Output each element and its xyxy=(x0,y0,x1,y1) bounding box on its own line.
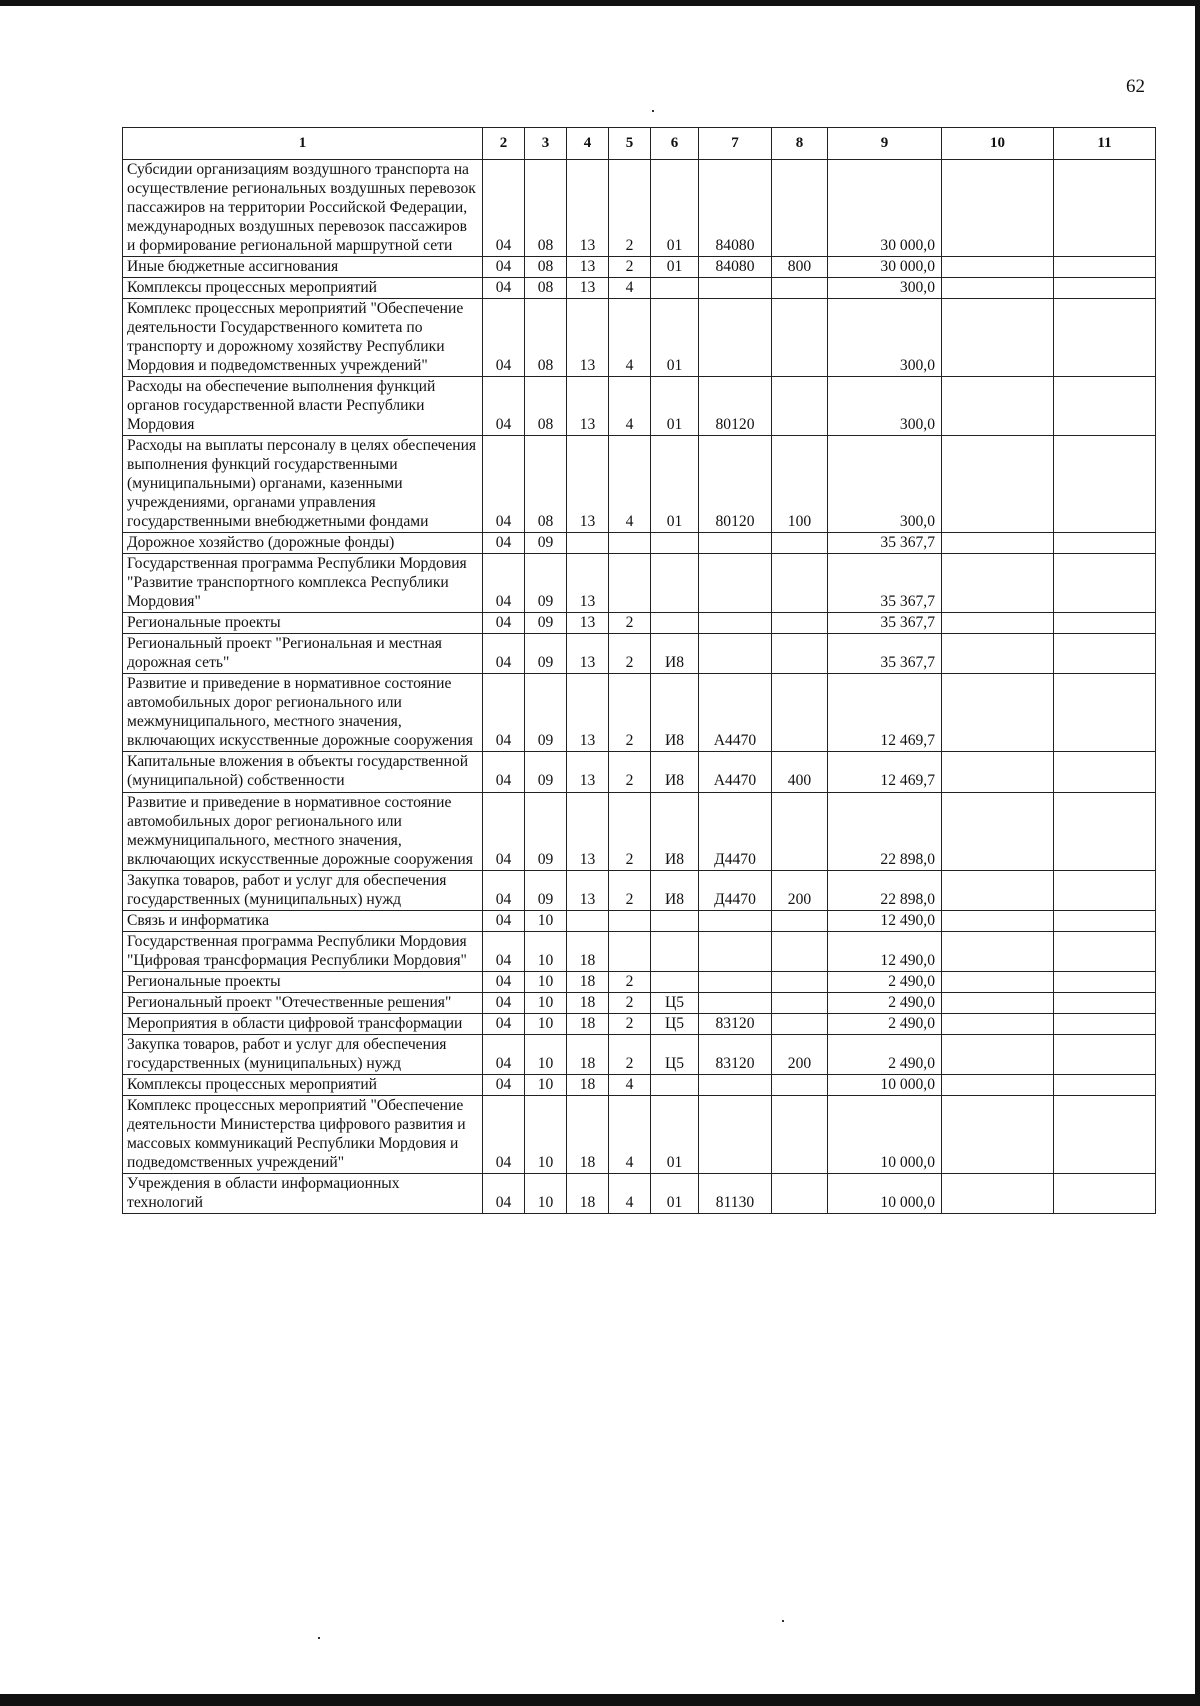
subprogram-code: 4 xyxy=(609,1095,651,1173)
target-code: 84080 xyxy=(699,160,772,257)
expense-type-code xyxy=(772,1173,828,1213)
event-code xyxy=(651,1074,699,1095)
subprogram-code: 4 xyxy=(609,436,651,533)
target-code: 84080 xyxy=(699,257,772,278)
row-name: Учреждения в области информационных технологий xyxy=(123,1173,483,1213)
table-row xyxy=(123,1095,1156,1173)
expense-type-code xyxy=(772,1074,828,1095)
expense-type-code xyxy=(772,299,828,377)
subprogram-code xyxy=(609,910,651,931)
column-11 xyxy=(1054,634,1156,674)
column-11 xyxy=(1054,931,1156,971)
amount: 35 367,7 xyxy=(828,634,942,674)
subprogram-code: 2 xyxy=(609,992,651,1013)
column-header: 7 xyxy=(699,128,772,160)
event-code: 01 xyxy=(651,257,699,278)
section-code: 04 xyxy=(483,613,525,634)
column-11 xyxy=(1054,377,1156,436)
subprogram-code: 4 xyxy=(609,377,651,436)
expense-type-code xyxy=(772,674,828,752)
program-code: 18 xyxy=(567,992,609,1013)
target-code: 83120 xyxy=(699,1013,772,1034)
column-10 xyxy=(942,910,1054,931)
amount: 30 000,0 xyxy=(828,160,942,257)
column-11 xyxy=(1054,613,1156,634)
expense-type-code xyxy=(772,377,828,436)
column-header: 6 xyxy=(651,128,699,160)
column-10 xyxy=(942,752,1054,792)
expense-type-code xyxy=(772,931,828,971)
subsection-code: 09 xyxy=(525,752,567,792)
amount: 12 490,0 xyxy=(828,931,942,971)
table-row xyxy=(123,1173,1156,1213)
row-name: Региональный проект "Отечественные решения" xyxy=(123,992,483,1013)
section-code: 04 xyxy=(483,992,525,1013)
target-code: 80120 xyxy=(699,436,772,533)
program-code: 18 xyxy=(567,1034,609,1074)
row-name: Государственная программа Республики Мордовия "Развитие транспортного комплекса Республики Мордовия" xyxy=(123,554,483,613)
row-name: Расходы на обеспечение выполнения функций органов государственной власти Республики Мордовия xyxy=(123,377,483,436)
target-code xyxy=(699,554,772,613)
subprogram-code: 4 xyxy=(609,278,651,299)
table-row xyxy=(123,910,1156,931)
row-name: Региональные проекты xyxy=(123,613,483,634)
column-header: 8 xyxy=(772,128,828,160)
column-header: 3 xyxy=(525,128,567,160)
amount: 10 000,0 xyxy=(828,1095,942,1173)
expense-type-code xyxy=(772,613,828,634)
subsection-code: 10 xyxy=(525,971,567,992)
column-10 xyxy=(942,1013,1054,1034)
program-code: 13 xyxy=(567,752,609,792)
event-code: И8 xyxy=(651,634,699,674)
event-code: 01 xyxy=(651,299,699,377)
subsection-code: 09 xyxy=(525,533,567,554)
expense-type-code: 200 xyxy=(772,1034,828,1074)
target-code xyxy=(699,931,772,971)
column-10 xyxy=(942,436,1054,533)
amount: 12 469,7 xyxy=(828,674,942,752)
program-code: 13 xyxy=(567,160,609,257)
section-code: 04 xyxy=(483,278,525,299)
column-11 xyxy=(1054,299,1156,377)
event-code xyxy=(651,931,699,971)
expense-type-code: 800 xyxy=(772,257,828,278)
program-code: 13 xyxy=(567,257,609,278)
target-code xyxy=(699,533,772,554)
target-code xyxy=(699,992,772,1013)
column-11 xyxy=(1054,971,1156,992)
subsection-code: 08 xyxy=(525,278,567,299)
subprogram-code: 2 xyxy=(609,257,651,278)
scan-speck xyxy=(782,1620,784,1622)
column-10 xyxy=(942,1074,1054,1095)
program-code: 13 xyxy=(567,674,609,752)
column-11 xyxy=(1054,792,1156,870)
section-code: 04 xyxy=(483,1034,525,1074)
scan-speck xyxy=(318,1637,320,1639)
column-11 xyxy=(1054,1013,1156,1034)
row-name: Комплексы процессных мероприятий xyxy=(123,278,483,299)
column-11 xyxy=(1054,1074,1156,1095)
event-code xyxy=(651,554,699,613)
column-10 xyxy=(942,613,1054,634)
event-code: 01 xyxy=(651,377,699,436)
expense-type-code: 400 xyxy=(772,752,828,792)
program-code: 18 xyxy=(567,1013,609,1034)
row-name: Связь и информатика xyxy=(123,910,483,931)
section-code: 04 xyxy=(483,377,525,436)
budget-table xyxy=(122,127,1156,1214)
program-code: 18 xyxy=(567,931,609,971)
section-code: 04 xyxy=(483,931,525,971)
column-10 xyxy=(942,931,1054,971)
section-code: 04 xyxy=(483,870,525,910)
event-code xyxy=(651,910,699,931)
program-code: 18 xyxy=(567,1074,609,1095)
target-code xyxy=(699,1074,772,1095)
event-code xyxy=(651,971,699,992)
row-name: Мероприятия в области цифровой трансформации xyxy=(123,1013,483,1034)
column-11 xyxy=(1054,992,1156,1013)
target-code: А4470 xyxy=(699,752,772,792)
row-name: Иные бюджетные ассигнования xyxy=(123,257,483,278)
section-code: 04 xyxy=(483,436,525,533)
subsection-code: 09 xyxy=(525,554,567,613)
event-code xyxy=(651,613,699,634)
target-code xyxy=(699,613,772,634)
subsection-code: 10 xyxy=(525,1013,567,1034)
table-row xyxy=(123,377,1156,436)
subsection-code: 09 xyxy=(525,674,567,752)
subsection-code: 08 xyxy=(525,257,567,278)
row-name: Региональный проект "Региональная и местная дорожная сеть" xyxy=(123,634,483,674)
program-code xyxy=(567,533,609,554)
table-row xyxy=(123,870,1156,910)
event-code: И8 xyxy=(651,674,699,752)
amount: 2 490,0 xyxy=(828,1034,942,1074)
program-code: 18 xyxy=(567,1095,609,1173)
event-code: И8 xyxy=(651,752,699,792)
section-code: 04 xyxy=(483,971,525,992)
program-code: 18 xyxy=(567,971,609,992)
subsection-code: 10 xyxy=(525,992,567,1013)
section-code: 04 xyxy=(483,1013,525,1034)
column-10 xyxy=(942,278,1054,299)
section-code: 04 xyxy=(483,674,525,752)
subsection-code: 08 xyxy=(525,160,567,257)
subprogram-code: 2 xyxy=(609,971,651,992)
target-code: 81130 xyxy=(699,1173,772,1213)
subsection-code: 10 xyxy=(525,1095,567,1173)
expense-type-code: 200 xyxy=(772,870,828,910)
program-code: 13 xyxy=(567,613,609,634)
subsection-code: 08 xyxy=(525,299,567,377)
section-code: 04 xyxy=(483,554,525,613)
amount: 2 490,0 xyxy=(828,992,942,1013)
column-11 xyxy=(1054,910,1156,931)
expense-type-code: 100 xyxy=(772,436,828,533)
column-11 xyxy=(1054,160,1156,257)
column-11 xyxy=(1054,752,1156,792)
subsection-code: 10 xyxy=(525,931,567,971)
target-code: Д4470 xyxy=(699,870,772,910)
table-header-row xyxy=(123,128,1156,160)
amount: 300,0 xyxy=(828,377,942,436)
subprogram-code: 2 xyxy=(609,674,651,752)
event-code: Ц5 xyxy=(651,1034,699,1074)
expense-type-code xyxy=(772,634,828,674)
table-body xyxy=(123,160,1156,1214)
row-name: Комплекс процессных мероприятий "Обеспечение деятельности Министерства цифрового развития и массовых коммуникаций Республики Мордовия и подведомственных учреждений" xyxy=(123,1095,483,1173)
column-10 xyxy=(942,160,1054,257)
subsection-code: 10 xyxy=(525,1074,567,1095)
section-code: 04 xyxy=(483,634,525,674)
column-10 xyxy=(942,1095,1054,1173)
section-code: 04 xyxy=(483,1173,525,1213)
subprogram-code: 2 xyxy=(609,752,651,792)
target-code xyxy=(699,299,772,377)
target-code xyxy=(699,910,772,931)
column-11 xyxy=(1054,1034,1156,1074)
expense-type-code xyxy=(772,1013,828,1034)
section-code: 04 xyxy=(483,752,525,792)
row-name: Капитальные вложения в объекты государственной (муниципальной) собственности xyxy=(123,752,483,792)
amount: 35 367,7 xyxy=(828,613,942,634)
column-header: 4 xyxy=(567,128,609,160)
column-10 xyxy=(942,1034,1054,1074)
target-code xyxy=(699,278,772,299)
table-row xyxy=(123,752,1156,792)
column-header: 10 xyxy=(942,128,1054,160)
amount: 300,0 xyxy=(828,436,942,533)
table-row xyxy=(123,1013,1156,1034)
page-number: 62 xyxy=(1126,76,1145,97)
row-name: Дорожное хозяйство (дорожные фонды) xyxy=(123,533,483,554)
column-10 xyxy=(942,257,1054,278)
table-row xyxy=(123,674,1156,752)
table-row xyxy=(123,257,1156,278)
expense-type-code xyxy=(772,792,828,870)
column-header: 9 xyxy=(828,128,942,160)
column-10 xyxy=(942,634,1054,674)
column-10 xyxy=(942,554,1054,613)
amount: 2 490,0 xyxy=(828,971,942,992)
row-name: Расходы на выплаты персоналу в целях обеспечения выполнения функций государственными (муниципальными) органами, казенными учреждениями, органами управления государственными внебюджетными фондами xyxy=(123,436,483,533)
expense-type-code xyxy=(772,971,828,992)
subprogram-code xyxy=(609,931,651,971)
amount: 30 000,0 xyxy=(828,257,942,278)
subprogram-code: 2 xyxy=(609,613,651,634)
table-row xyxy=(123,278,1156,299)
column-11 xyxy=(1054,554,1156,613)
amount: 22 898,0 xyxy=(828,792,942,870)
amount: 12 469,7 xyxy=(828,752,942,792)
program-code xyxy=(567,910,609,931)
amount: 10 000,0 xyxy=(828,1173,942,1213)
scan-border-right xyxy=(1195,0,1200,1706)
table-row xyxy=(123,971,1156,992)
program-code: 13 xyxy=(567,792,609,870)
event-code: 01 xyxy=(651,1095,699,1173)
column-11 xyxy=(1054,257,1156,278)
section-code: 04 xyxy=(483,160,525,257)
event-code: 01 xyxy=(651,160,699,257)
column-11 xyxy=(1054,1095,1156,1173)
column-10 xyxy=(942,792,1054,870)
subprogram-code: 2 xyxy=(609,792,651,870)
row-name: Закупка товаров, работ и услуг для обеспечения государственных (муниципальных) нужд xyxy=(123,870,483,910)
column-11 xyxy=(1054,436,1156,533)
column-10 xyxy=(942,1173,1054,1213)
amount: 300,0 xyxy=(828,278,942,299)
section-code: 04 xyxy=(483,1074,525,1095)
table-row xyxy=(123,1074,1156,1095)
subprogram-code: 4 xyxy=(609,1173,651,1213)
column-11 xyxy=(1054,533,1156,554)
target-code xyxy=(699,634,772,674)
subprogram-code: 2 xyxy=(609,1034,651,1074)
subprogram-code: 2 xyxy=(609,634,651,674)
table-row xyxy=(123,634,1156,674)
table-row xyxy=(123,533,1156,554)
subsection-code: 09 xyxy=(525,870,567,910)
column-header: 11 xyxy=(1054,128,1156,160)
table-row xyxy=(123,931,1156,971)
subsection-code: 09 xyxy=(525,613,567,634)
table-row xyxy=(123,436,1156,533)
target-code: А4470 xyxy=(699,674,772,752)
event-code xyxy=(651,533,699,554)
amount: 12 490,0 xyxy=(828,910,942,931)
row-name: Государственная программа Республики Мордовия "Цифровая трансформация Республики Мордовия" xyxy=(123,931,483,971)
column-11 xyxy=(1054,1173,1156,1213)
table-row xyxy=(123,613,1156,634)
column-10 xyxy=(942,377,1054,436)
subprogram-code: 4 xyxy=(609,1074,651,1095)
row-name: Комплекс процессных мероприятий "Обеспечение деятельности Государственного комитета по транспорту и дорожному хозяйству Республики Мордовия и подведомственных учреждений" xyxy=(123,299,483,377)
target-code: 83120 xyxy=(699,1034,772,1074)
column-10 xyxy=(942,299,1054,377)
event-code: 01 xyxy=(651,436,699,533)
column-10 xyxy=(942,674,1054,752)
column-header: 5 xyxy=(609,128,651,160)
expense-type-code xyxy=(772,533,828,554)
row-name: Закупка товаров, работ и услуг для обеспечения государственных (муниципальных) нужд xyxy=(123,1034,483,1074)
subprogram-code xyxy=(609,533,651,554)
column-11 xyxy=(1054,674,1156,752)
expense-type-code xyxy=(772,1095,828,1173)
table-row xyxy=(123,1034,1156,1074)
program-code: 13 xyxy=(567,377,609,436)
event-code: Ц5 xyxy=(651,992,699,1013)
subsection-code: 09 xyxy=(525,634,567,674)
scan-border-top xyxy=(0,0,1200,6)
row-name: Развитие и приведение в нормативное состояние автомобильных дорог регионального или межмуниципального, местного значения, включающих искусственные дорожные сооружения xyxy=(123,792,483,870)
amount: 300,0 xyxy=(828,299,942,377)
program-code: 13 xyxy=(567,436,609,533)
row-name: Развитие и приведение в нормативное состояние автомобильных дорог регионального или межмуниципального, местного значения, включающих искусственные дорожные сооружения xyxy=(123,674,483,752)
column-header: 1 xyxy=(123,128,483,160)
section-code: 04 xyxy=(483,257,525,278)
section-code: 04 xyxy=(483,299,525,377)
subsection-code: 10 xyxy=(525,910,567,931)
event-code: 01 xyxy=(651,1173,699,1213)
subsection-code: 10 xyxy=(525,1173,567,1213)
amount: 10 000,0 xyxy=(828,1074,942,1095)
section-code: 04 xyxy=(483,792,525,870)
column-10 xyxy=(942,533,1054,554)
target-code: Д4470 xyxy=(699,792,772,870)
subsection-code: 09 xyxy=(525,792,567,870)
subprogram-code: 4 xyxy=(609,299,651,377)
row-name: Региональные проекты xyxy=(123,971,483,992)
amount: 2 490,0 xyxy=(828,1013,942,1034)
amount: 22 898,0 xyxy=(828,870,942,910)
expense-type-code xyxy=(772,992,828,1013)
expense-type-code xyxy=(772,910,828,931)
row-name: Комплексы процессных мероприятий xyxy=(123,1074,483,1095)
table-row xyxy=(123,554,1156,613)
subsection-code: 08 xyxy=(525,377,567,436)
subprogram-code xyxy=(609,554,651,613)
subsection-code: 10 xyxy=(525,1034,567,1074)
table-row xyxy=(123,160,1156,257)
column-10 xyxy=(942,992,1054,1013)
table-row xyxy=(123,992,1156,1013)
program-code: 13 xyxy=(567,278,609,299)
program-code: 13 xyxy=(567,299,609,377)
column-10 xyxy=(942,870,1054,910)
target-code: 80120 xyxy=(699,377,772,436)
event-code: Ц5 xyxy=(651,1013,699,1034)
expense-type-code xyxy=(772,278,828,299)
scan-speck xyxy=(652,110,654,112)
section-code: 04 xyxy=(483,910,525,931)
target-code xyxy=(699,971,772,992)
program-code: 13 xyxy=(567,554,609,613)
target-code xyxy=(699,1095,772,1173)
table-row xyxy=(123,792,1156,870)
expense-type-code xyxy=(772,160,828,257)
subprogram-code: 2 xyxy=(609,160,651,257)
table-row xyxy=(123,299,1156,377)
column-10 xyxy=(942,971,1054,992)
section-code: 04 xyxy=(483,533,525,554)
scan-border-bottom xyxy=(0,1694,1200,1706)
column-11 xyxy=(1054,870,1156,910)
row-name: Субсидии организациям воздушного транспорта на осуществление региональных воздушных перевозок пассажиров на территории Российской Федерации, международных воздушных перевозок пассажиров и формирование региональной маршрутной сети xyxy=(123,160,483,257)
program-code: 13 xyxy=(567,634,609,674)
subprogram-code: 2 xyxy=(609,1013,651,1034)
column-11 xyxy=(1054,278,1156,299)
event-code: И8 xyxy=(651,870,699,910)
amount: 35 367,7 xyxy=(828,533,942,554)
program-code: 18 xyxy=(567,1173,609,1213)
expense-type-code xyxy=(772,554,828,613)
event-code: И8 xyxy=(651,792,699,870)
section-code: 04 xyxy=(483,1095,525,1173)
column-header: 2 xyxy=(483,128,525,160)
subsection-code: 08 xyxy=(525,436,567,533)
amount: 35 367,7 xyxy=(828,554,942,613)
event-code xyxy=(651,278,699,299)
subprogram-code: 2 xyxy=(609,870,651,910)
program-code: 13 xyxy=(567,870,609,910)
